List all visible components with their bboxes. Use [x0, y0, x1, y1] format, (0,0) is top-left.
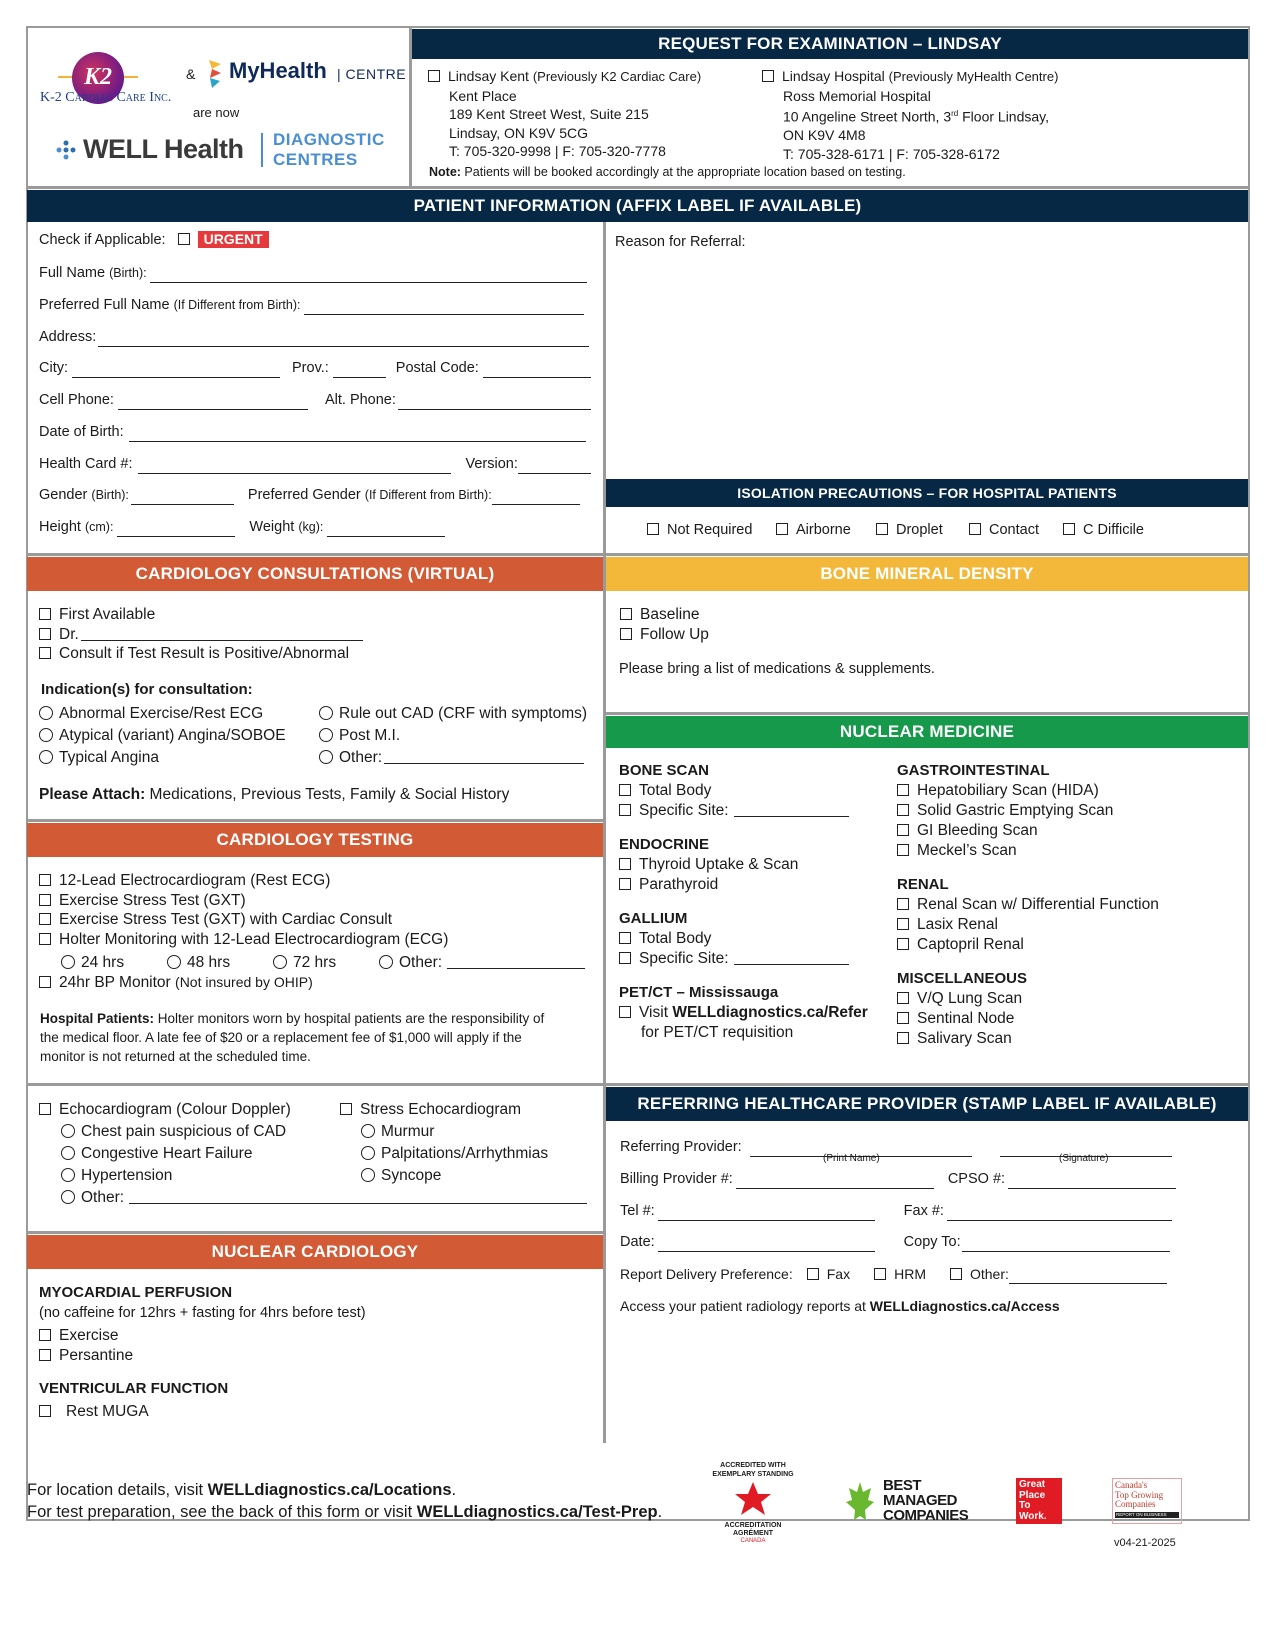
- holter-other-input[interactable]: [447, 954, 585, 969]
- divider: [27, 553, 1249, 556]
- test-holter[interactable]: Holter Monitoring with 12-Lead Electrocardiogram (ECG): [39, 930, 585, 950]
- k2-logo-text: K-2 Cardiac Care Inc.: [40, 90, 172, 105]
- holter-48[interactable]: 48 hrs: [167, 953, 273, 973]
- full-name-field: Full Name (Birth):: [39, 263, 587, 283]
- nc-exercise[interactable]: Exercise: [39, 1326, 366, 1346]
- divider: [603, 222, 606, 1443]
- indication-atypical-angina[interactable]: Atypical (variant) Angina/SOBOE: [39, 725, 286, 747]
- reason-for-referral-input[interactable]: [612, 255, 1242, 475]
- bone-site-input[interactable]: [734, 802, 849, 817]
- maple-star-icon: [733, 1481, 773, 1517]
- checkbox[interactable]: [969, 523, 981, 535]
- dob-input[interactable]: [129, 427, 586, 442]
- ampersand: &: [186, 66, 196, 82]
- holter-24[interactable]: 24 hrs: [61, 953, 167, 973]
- alt-phone-input[interactable]: [398, 395, 591, 410]
- nuclear-medicine-title-bar: NUCLEAR MEDICINE: [606, 716, 1248, 748]
- top-growing-companies-logo: Canada's Top Growing Companies REPORT ON BUSINESS: [1112, 1478, 1182, 1524]
- urgent-checkbox[interactable]: [178, 233, 190, 245]
- copy-to-input[interactable]: [962, 1237, 1170, 1252]
- myhealth-logo-icon: [206, 58, 224, 90]
- indications-right: [319, 703, 587, 769]
- nm-thyroid[interactable]: Thyroid Uptake & Scan: [619, 855, 868, 875]
- nuclear-cardiology-title-bar: NUCLEAR CARDIOLOGY: [27, 1235, 603, 1269]
- full-name-input[interactable]: [150, 268, 587, 283]
- stress-echo[interactable]: Stress Echocardiogram: [340, 1099, 548, 1121]
- fax-input[interactable]: [947, 1206, 1172, 1221]
- bone-density-title-bar: BONE MINERAL DENSITY: [606, 557, 1248, 591]
- echo-other[interactable]: Other:: [39, 1187, 587, 1209]
- test-rest-ecg[interactable]: 12-Lead Electrocardiogram (Rest ECG): [39, 871, 585, 891]
- delivery-fax[interactable]: Fax: [807, 1264, 850, 1284]
- cpso-input[interactable]: [1008, 1174, 1176, 1189]
- isolation-title-bar: ISOLATION PRECAUTIONS – FOR HOSPITAL PATIENTS: [606, 479, 1248, 507]
- isolation-options: [647, 520, 1144, 540]
- delivery-other-input[interactable]: [1009, 1269, 1167, 1284]
- nm-right-column: GASTROINTESTINAL Hepatobiliary Scan (HIDA) Solid Gastric Emptying Scan GI Bleeding Scan Meckel’s Scan RENAL Renal Scan w/ Differential Function Lasix Renal Captopril Renal MISCELLANEOUS V/Q Lung Scan Sentinal Node Salivary Scan: [897, 762, 1159, 1047]
- access-reports-note: Access your patient radiology reports at WELLdiagnostics.ca/Access: [620, 1298, 1060, 1314]
- cardio-consult-title-bar: CARDIOLOGY CONSULTATIONS (VIRTUAL): [27, 557, 603, 591]
- echo-hypertension[interactable]: Hypertension: [39, 1165, 587, 1187]
- nm-gallium-specific-site[interactable]: Specific Site:: [619, 949, 868, 969]
- address-field: Address:: [39, 327, 589, 347]
- divider: [606, 1083, 1249, 1086]
- nm-gi-bleeding[interactable]: GI Bleeding Scan: [897, 821, 1159, 841]
- k2-logo-icon: K2: [58, 52, 138, 110]
- nm-captopril-renal[interactable]: Captopril Renal: [897, 935, 1159, 955]
- locations-link[interactable]: WELLdiagnostics.ca/Locations: [207, 1481, 452, 1499]
- nm-sentinal-node[interactable]: Sentinal Node: [897, 1009, 1159, 1029]
- are-now-text: are now: [193, 105, 240, 120]
- indication-post-mi[interactable]: Post M.I.: [319, 725, 587, 747]
- test-prep-link[interactable]: WELLdiagnostics.ca/Test-Prep: [416, 1503, 658, 1521]
- phone-row: Cell Phone: Alt. Phone:: [39, 390, 591, 410]
- bone-density-options: [620, 605, 709, 645]
- city-input[interactable]: [72, 363, 280, 378]
- isolation-c-difficile[interactable]: C Difficile: [1063, 520, 1144, 540]
- stress-syncope[interactable]: Syncope: [340, 1165, 548, 1187]
- city-row: City: Prov.: Postal Code:: [39, 358, 591, 378]
- delivery-preference-row: Report Delivery Preference: Fax HRM Other:: [620, 1264, 1167, 1284]
- preferred-gender-input[interactable]: [492, 490, 580, 505]
- booking-note: Note: Patients will be booked accordingly at the appropriate location based on testing.: [429, 165, 906, 179]
- preferred-name-field: Preferred Full Name (If Different from Birth):: [39, 295, 584, 315]
- access-link[interactable]: WELLdiagnostics.ca/Access: [869, 1298, 1060, 1314]
- gallium-site-input[interactable]: [734, 950, 849, 965]
- indication-rule-out-cad[interactable]: Rule out CAD (CRF with symptoms): [319, 703, 587, 725]
- referring-provider-row: Referring Provider:: [620, 1137, 1172, 1157]
- stress-palpitations[interactable]: Palpitations/Arrhythmias: [340, 1143, 548, 1165]
- postal-code-input[interactable]: [483, 363, 591, 378]
- cell-phone-input[interactable]: [118, 395, 308, 410]
- location-kent-checkbox[interactable]: [428, 70, 440, 82]
- great-place-to-work-logo: Great Place To Work.: [1016, 1478, 1062, 1524]
- signature-caption: (Signature): [1059, 1153, 1109, 1164]
- diagnostic-centres-text: DIAGNOSTIC CENTRES: [273, 130, 385, 169]
- location-hospital: Lindsay Hospital (Previously MyHealth Centre) Ross Memorial Hospital 10 Angeline Street North, 3rd Floor Lindsay, ON K9V 4M8 T: 705-328-6171 | F: 705-328-6172: [762, 67, 1058, 163]
- location-hospital-checkbox[interactable]: [762, 70, 774, 82]
- nm-gastric-emptying[interactable]: Solid Gastric Emptying Scan: [897, 801, 1159, 821]
- indications-left: [39, 703, 286, 769]
- print-name-caption: (Print Name): [823, 1153, 880, 1164]
- reason-for-referral-label: Reason for Referral:: [615, 234, 746, 250]
- indication-other-input[interactable]: [384, 749, 584, 764]
- indication-other[interactable]: Other:: [319, 747, 587, 769]
- nuclear-cardiology-options: MYOCARDIAL PERFUSION (no caffeine for 12hrs + fasting for 4hrs before test) Exercise Persantine VENTRICULAR FUNCTION Rest MUGA: [39, 1284, 366, 1420]
- holter-duration-options: [39, 953, 585, 973]
- indications-label: Indication(s) for consultation:: [41, 681, 253, 698]
- health-card-input[interactable]: [138, 459, 451, 474]
- test-gxt[interactable]: Exercise Stress Test (GXT): [39, 891, 585, 911]
- myhealth-centre-text: | CENTRE: [337, 66, 407, 82]
- indication-typical-angina[interactable]: Typical Angina: [39, 747, 286, 769]
- nm-meckels[interactable]: Meckel’s Scan: [897, 841, 1159, 861]
- billing-row: Billing Provider #: CPSO #:: [620, 1169, 1176, 1189]
- nm-lasix-renal[interactable]: Lasix Renal: [897, 915, 1159, 935]
- cardio-testing-options: [39, 871, 585, 992]
- version-input[interactable]: [518, 459, 591, 474]
- checkbox[interactable]: [876, 523, 888, 535]
- divider: [27, 819, 604, 822]
- logo-divider: [261, 133, 263, 167]
- nc-persantine[interactable]: Persantine: [39, 1346, 366, 1366]
- consult-dr[interactable]: Dr.: [39, 625, 363, 645]
- height-input[interactable]: [117, 522, 235, 537]
- date-input[interactable]: [658, 1237, 875, 1252]
- isolation-droplet[interactable]: Droplet: [876, 520, 969, 540]
- accreditation-canada-logo: ACCREDITED WITH EXEMPLARY STANDING ACCREDITATION AGRÉMENT CANADA: [712, 1462, 794, 1544]
- nm-bone-total-body[interactable]: Total Body: [619, 781, 868, 801]
- footer-links: For location details, visit WELLdiagnostics.ca/Locations. For test preparation, see the back of this form or visit WELLdiagnostics.ca/Test-Prep.: [27, 1481, 663, 1521]
- well-health-dots-icon: [56, 140, 76, 160]
- delivery-hrm[interactable]: HRM: [874, 1264, 926, 1284]
- doctor-name-input[interactable]: [81, 626, 363, 641]
- divider: [27, 1083, 604, 1086]
- height-weight-row: Height (cm): Weight (kg):: [39, 517, 445, 537]
- address-input[interactable]: [98, 332, 589, 347]
- consult-if-abnormal[interactable]: Consult if Test Result is Positive/Abnormal: [39, 644, 363, 664]
- patient-info-title-bar: PATIENT INFORMATION (AFFIX LABEL IF AVAILABLE): [27, 190, 1248, 222]
- indication-abnormal-ecg[interactable]: Abnormal Exercise/Rest ECG: [39, 703, 286, 725]
- echo-doppler[interactable]: Echocardiogram (Colour Doppler): [39, 1099, 587, 1121]
- bmd-baseline[interactable]: Baseline: [620, 605, 709, 625]
- nm-vq-lung[interactable]: V/Q Lung Scan: [897, 989, 1159, 1009]
- form-version: v04-21-2025: [1114, 1537, 1176, 1549]
- well-health-text: WELL Health: [83, 134, 244, 164]
- urgent-row: Check if Applicable: URGENT: [39, 230, 269, 250]
- tel-input[interactable]: [658, 1206, 875, 1221]
- echo-chf[interactable]: Congestive Heart Failure: [39, 1143, 587, 1165]
- gender-row: Gender (Birth): Preferred Gender (If Different from Birth):: [39, 485, 580, 505]
- petct-refer-link[interactable]: WELLdiagnostics.ca/Refer: [672, 1004, 868, 1021]
- delivery-other[interactable]: Other:: [950, 1264, 1009, 1284]
- hospital-patients-note: Hospital Patients: Holter monitors worn by hospital patients are the responsibility of the medical floor. A late fee of $20 or a replacement fee of $1,000 will apply if the monitor is not returned at the scheduled time.: [40, 1011, 545, 1064]
- holter-other[interactable]: Other:: [379, 953, 585, 973]
- test-gxt-consult[interactable]: Exercise Stress Test (GXT) with Cardiac Consult: [39, 910, 585, 930]
- checkbox[interactable]: [647, 523, 659, 535]
- nm-petct-visit[interactable]: Visit WELLdiagnostics.ca/Refer: [619, 1003, 868, 1023]
- test-bp-monitor[interactable]: 24hr BP Monitor (Not insured by OHIP): [39, 973, 585, 993]
- checkbox[interactable]: [1063, 523, 1075, 535]
- weight-input[interactable]: [327, 522, 445, 537]
- bmd-note: Please bring a list of medications & supplements.: [619, 661, 935, 677]
- gender-input[interactable]: [131, 490, 234, 505]
- maple-leaf-icon: [845, 1480, 875, 1524]
- holter-72[interactable]: 72 hrs: [273, 953, 379, 973]
- stress-echo-column: [340, 1099, 548, 1187]
- nm-parathyroid[interactable]: Parathyroid: [619, 875, 868, 895]
- stress-murmur[interactable]: Murmur: [340, 1121, 548, 1143]
- best-managed-companies-logo: BEST MANAGED COMPANIES: [845, 1478, 970, 1526]
- nm-left-column: BONE SCAN Total Body Specific Site: ENDOCRINE Thyroid Uptake & Scan Parathyroid GALLIUM Total Body Specific Site: PET/CT – Mississauga Visit WELLdiagnostics.ca/Refer for PET/CT requisition: [619, 762, 868, 1041]
- nm-salivary[interactable]: Salivary Scan: [897, 1029, 1159, 1049]
- nm-bone-specific-site[interactable]: Specific Site:: [619, 801, 868, 821]
- cardio-testing-title-bar: CARDIOLOGY TESTING: [27, 823, 603, 857]
- bmd-follow-up[interactable]: Follow Up: [620, 625, 709, 645]
- consult-first-available[interactable]: First Available: [39, 605, 363, 625]
- divider: [27, 1231, 604, 1234]
- location-kent: Lindsay Kent (Previously K2 Cardiac Care) Kent Place 189 Kent Street West, Suite 215 Lindsay, ON K9V 5CG T: 705-320-9998 | F: 705-320-7778: [428, 67, 701, 161]
- province-input[interactable]: [333, 363, 386, 378]
- nm-renal-differential[interactable]: Renal Scan w/ Differential Function: [897, 895, 1159, 915]
- isolation-not-required[interactable]: Not Required: [647, 520, 776, 540]
- cardio-consult-options: [39, 605, 363, 664]
- nm-gallium-total-body[interactable]: Total Body: [619, 929, 868, 949]
- divider: [27, 186, 1249, 189]
- preferred-name-input[interactable]: [304, 300, 584, 315]
- urgent-badge: URGENT: [198, 231, 269, 248]
- health-card-row: Health Card #: Version:: [39, 454, 591, 474]
- isolation-airborne[interactable]: Airborne: [776, 520, 876, 540]
- date-copy-row: Date: Copy To:: [620, 1232, 1170, 1252]
- provider-title-bar: REFERRING HEALTHCARE PROVIDER (STAMP LABEL IF AVAILABLE): [606, 1087, 1248, 1121]
- checkbox[interactable]: [776, 523, 788, 535]
- isolation-contact[interactable]: Contact: [969, 520, 1063, 540]
- divider: [606, 712, 1249, 715]
- echo-other-input[interactable]: [129, 1189, 587, 1204]
- myhealth-logo-text: MyHealth: [229, 58, 327, 83]
- tel-fax-row: Tel #: Fax #:: [620, 1201, 1172, 1221]
- echo-chest-pain[interactable]: Chest pain suspicious of CAD: [39, 1121, 587, 1143]
- please-attach-note: Please Attach: Medications, Previous Tests, Family & Social History: [39, 786, 510, 803]
- dob-field: Date of Birth:: [39, 422, 586, 442]
- nc-rest-muga[interactable]: Rest MUGA: [39, 1402, 366, 1422]
- nm-hida[interactable]: Hepatobiliary Scan (HIDA): [897, 781, 1159, 801]
- billing-provider-input[interactable]: [736, 1174, 934, 1189]
- request-title-bar: REQUEST FOR EXAMINATION – LINDSAY: [412, 29, 1248, 59]
